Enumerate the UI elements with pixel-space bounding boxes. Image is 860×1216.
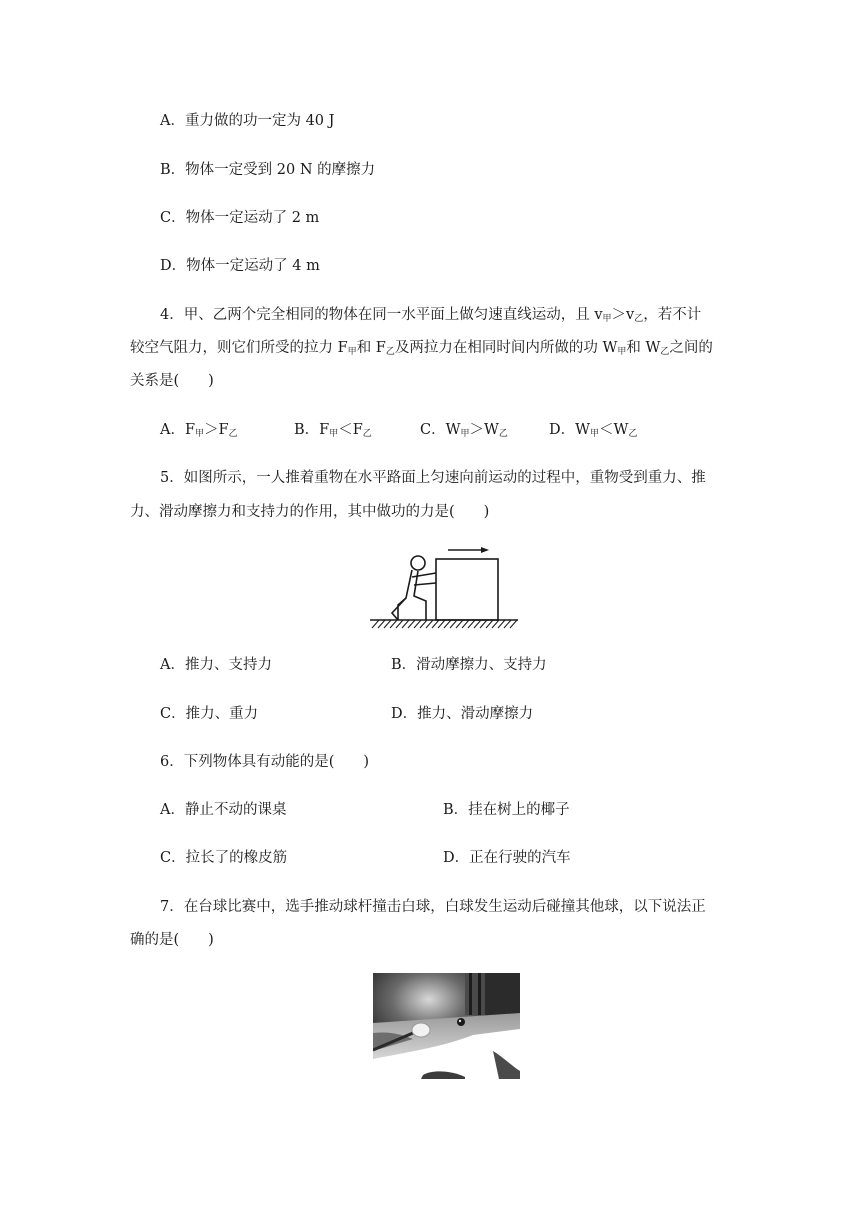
q6-option-a: A．静止不动的课桌 (160, 802, 287, 818)
q4-option-d (549, 420, 637, 444)
option-text: ＞W (469, 422, 499, 438)
option-text: ＜F (338, 422, 363, 438)
option-text: D．W (549, 422, 591, 438)
q4-text: 和 W (626, 340, 661, 356)
q3-option-c: C．物体一定运动了 2 m (160, 210, 320, 226)
q4-text: 及两拉力在相同时间内所做的功 W (394, 340, 618, 356)
q4-text: 4．甲、乙两个完全相同的物体在同一水平面上做匀速直线运动，且 v (160, 307, 603, 323)
subscript: 甲 (347, 347, 357, 357)
q5-option-a: A．推力、支持力 (160, 657, 272, 673)
q4-text: 较空气阻力，则它们所受的拉力 F (130, 340, 348, 356)
person-knee (392, 598, 406, 620)
q4-stem-line1 (160, 305, 701, 329)
person-back (398, 570, 412, 620)
q6-option-b: B．挂在树上的椰子 (443, 802, 570, 818)
q6-option-c: C．拉长了的橡皮筋 (160, 850, 288, 866)
subscript: 乙 (660, 347, 670, 357)
arrow-head (481, 547, 489, 553)
target-ball (457, 1018, 465, 1026)
q5-stem-line2: 力、滑动摩擦力和支持力的作用，其中做功的力是( ) (130, 504, 490, 520)
ground-hatching (372, 620, 517, 628)
subscript: 甲 (602, 314, 612, 324)
subscript: 甲 (329, 429, 339, 439)
subscript: 甲 (195, 429, 205, 439)
subscript: 乙 (362, 429, 372, 439)
q4-text: 和 F (356, 340, 386, 356)
q6-option-d: D．正在行驶的汽车 (443, 850, 571, 866)
subscript: 乙 (228, 429, 238, 439)
q5-option-c: C．推力、重力 (160, 706, 259, 722)
box (436, 559, 498, 620)
q4-option-c (420, 420, 508, 444)
option-text: C．W (420, 422, 461, 438)
q5-option-d: D．推力、滑动摩擦力 (391, 706, 534, 722)
q4-option-b (294, 420, 372, 444)
q3-option-d: D．物体一定运动了 4 m (160, 258, 320, 274)
q6-stem-line1: 6．下列物体具有动能的是( ) (160, 754, 370, 770)
q4-text: 之间的 (669, 340, 713, 356)
option-text: A．F (160, 422, 196, 438)
option-text: ＜W (599, 422, 629, 438)
window-frame (465, 973, 485, 1015)
option-text: B．F (294, 422, 330, 438)
billiards-photo (373, 973, 520, 1079)
subscript: 乙 (634, 314, 644, 324)
q4-option-a (160, 420, 238, 444)
option-text: ＞F (204, 422, 229, 438)
person-arm-upper (412, 573, 436, 577)
person-head (411, 556, 425, 570)
q4-stem-line3: 关系是( ) (130, 373, 214, 389)
white-ball (412, 1023, 430, 1037)
q3-option-a: A．重力做的功一定为 40 J (160, 113, 335, 129)
pushing-box-figure (368, 543, 522, 633)
q4-stem-line2 (130, 338, 713, 362)
subscript: 乙 (498, 429, 508, 439)
q4-text: ，若不计 (643, 307, 702, 323)
person-arm-lower (414, 583, 436, 585)
q3-option-b: B．物体一定受到 20 N 的摩擦力 (160, 162, 376, 178)
subscript: 乙 (385, 347, 395, 357)
q5-stem-line1: 5．如图所示，一人推着重物在水平路面上匀速向前运动的过程中，重物受到重力、推 (160, 470, 706, 486)
q7-stem-line1: 7．在台球比赛中，选手推动球杆撞击白球，白球发生运动后碰撞其他球，以下说法正 (160, 899, 706, 915)
q4-text: ＞v (611, 307, 635, 323)
q7-stem-line2: 确的是( ) (130, 932, 214, 948)
subscript: 甲 (617, 347, 627, 357)
person-front-leg (414, 571, 426, 620)
subscript: 甲 (460, 429, 470, 439)
subscript: 甲 (590, 429, 600, 439)
q5-option-b: B．滑动摩擦力、支持力 (391, 657, 547, 673)
subscript: 乙 (628, 429, 638, 439)
